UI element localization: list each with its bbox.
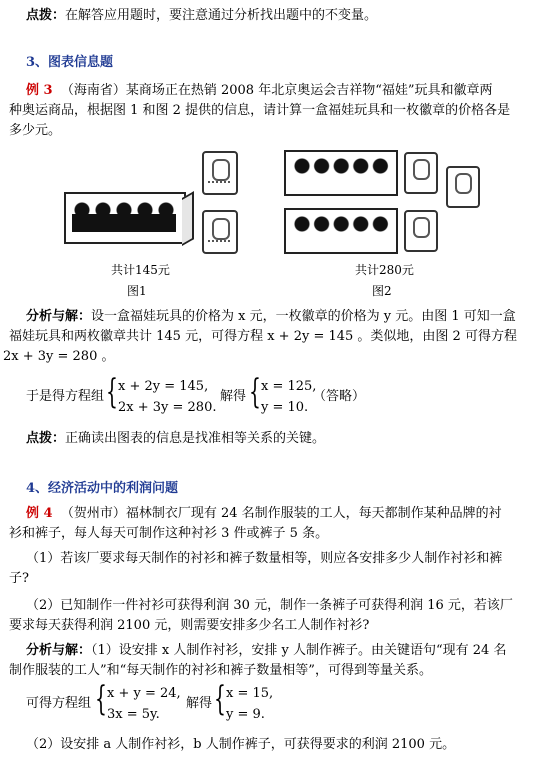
badge-icon: [446, 166, 480, 208]
section-heading: 3、图表信息题: [26, 55, 114, 70]
system-prefix: 可得方程组: [26, 696, 92, 711]
tip-text: 在解答应用题时，要注意通过分析找出题中的不变量。: [65, 8, 378, 23]
tip-paragraph: [26, 430, 325, 448]
solution: x = 15,: [226, 686, 274, 701]
example-line: [26, 505, 502, 523]
figure-2-caption: 图2: [372, 284, 392, 298]
question-line: 要求每天获得利润 2100 元，则需要安排多少名工人制作衬衫?: [9, 618, 370, 633]
analysis-line: 福娃玩具和两枚徽章共计 145 元，可得方程 x + 2y = 145 。类似地，由图 2 可得方程: [9, 329, 517, 344]
tip-text: 正确读出图表的信息是找准相等关系的关键。: [65, 431, 326, 446]
toy-box-icon: [284, 208, 398, 254]
tip-paragraph: [26, 7, 377, 25]
analysis-paragraph: [26, 308, 516, 326]
solve-label: 解得: [186, 696, 213, 711]
figure-2-image: [280, 148, 480, 263]
toy-box-icon: [284, 150, 398, 196]
figure-1-caption: 图1: [127, 284, 147, 298]
example-label: 例 3: [26, 83, 53, 98]
figure-1-total: 共计145元: [111, 263, 170, 277]
figure-1-image: [60, 148, 245, 263]
part-2-text: （2）设安排 a 人制作衬衫，b 人制作裤子，可获得要求的利润 2100 元。: [26, 737, 456, 752]
left-brace: {: [106, 372, 118, 412]
analysis-line: 2x + 3y = 280 。: [3, 349, 115, 364]
example-label: 例 4: [26, 506, 53, 521]
example-line: 种奥运商品，根据图 1 和图 2 提供的信息，请计算一盒福娃玩具和一枚徽章的价格各是: [9, 103, 511, 118]
figure-2-total: 共计280元: [355, 263, 414, 277]
badge-icon: [404, 210, 438, 252]
badge-icon: [404, 152, 438, 194]
badge-icon: [202, 151, 238, 195]
question-line: （1）若该厂要求每天制作的衬衫和裤子数量相等，则应各安排多少人制作衬衫和裤: [26, 551, 503, 566]
equation: x + 2y = 145,: [118, 379, 209, 394]
example-line: 衫和裤子，每人每天可制作这种衬衫 3 件或裤子 5 条。: [9, 526, 329, 541]
analysis-label: 分析与解：: [26, 643, 92, 658]
badge-icon: [202, 210, 238, 254]
left-brace: {: [95, 679, 107, 719]
left-brace: {: [214, 679, 226, 719]
example-line: [26, 82, 493, 100]
example-text: （贺州市）福林制衣厂现有 24 名制作服装的工人，每天都制作某种品牌的衬: [60, 506, 502, 521]
system-prefix: 于是得方程组: [26, 389, 105, 404]
solution: y = 10.: [261, 400, 309, 415]
analysis-label: 分析与解：: [26, 309, 92, 324]
equation: x + y = 24,: [107, 686, 181, 701]
left-brace: {: [249, 372, 261, 412]
solution: y = 9.: [226, 707, 265, 722]
tip-label: 点拨：: [26, 8, 66, 23]
equation: 2x + 3y = 280.: [118, 400, 217, 415]
question-line: （2）已知制作一件衬衫可获得利润 30 元，制作一条裤子可获得利润 16 元，若该厂: [26, 598, 513, 613]
answer-note: （答略）: [313, 389, 366, 404]
example-line: 多少元。: [9, 123, 62, 138]
section-heading: 4、经济活动中的利润问题: [26, 481, 179, 496]
solve-label: 解得: [220, 389, 247, 404]
analysis-text: 设一盒福娃玩具的价格为 x 元，一枚徽章的价格为 y 元。由图 1 可知一盒: [91, 309, 516, 324]
tip-label: 点拨：: [26, 431, 66, 446]
example-text: （海南省）某商场正在热销 2008 年北京奥运会吉祥物“福娃”玩具和徽章两: [60, 83, 493, 98]
analysis-line: 制作服装的工人”和“每天制作的衬衫和裤子数量相等”，可得到等量关系。: [9, 663, 432, 678]
analysis-paragraph: [26, 642, 506, 660]
equation: 3x = 5y.: [107, 707, 160, 722]
question-line: 子?: [9, 571, 29, 586]
analysis-text: （1）设安排 x 人制作衬衫，安排 y 人制作裤子。由关键语句“现有 24 名: [91, 643, 507, 658]
toy-box-icon: [64, 192, 186, 244]
solution: x = 125,: [261, 379, 317, 394]
